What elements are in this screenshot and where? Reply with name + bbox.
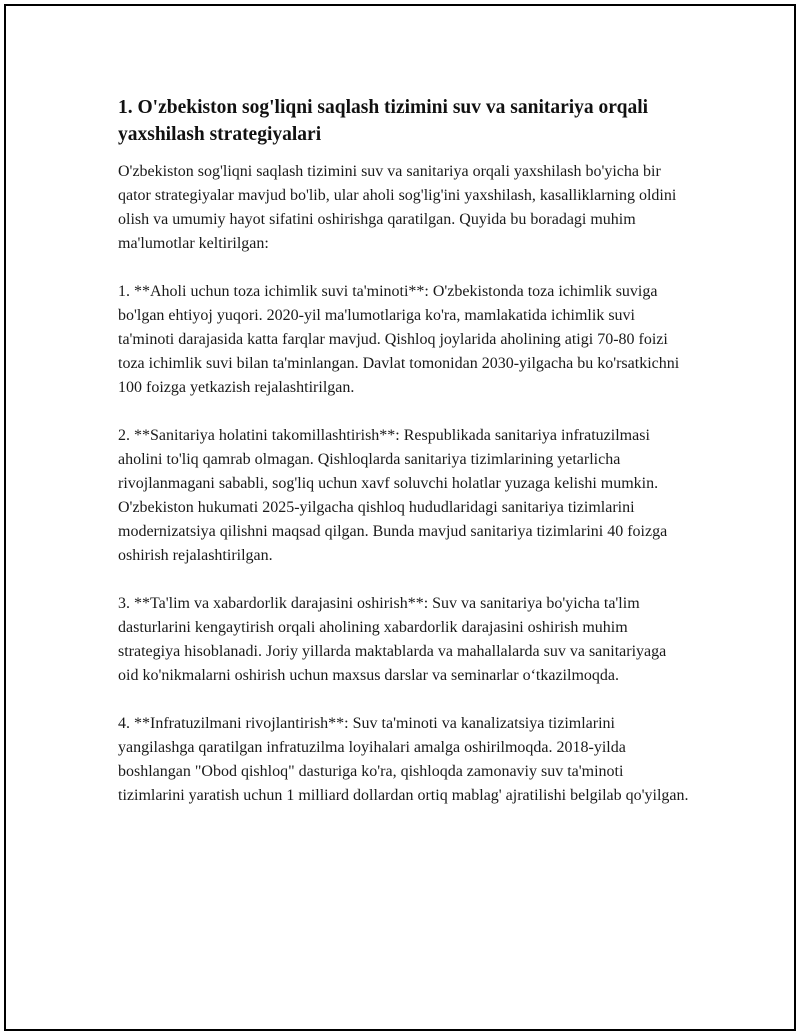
list-item-4: 4. **Infratuzilmani rivojlantirish**: Suv ta'minoti va kanalizatsiya tizimlarini yangilashga qaratilgan infratuzilma loyihalari amalga oshirilmoqda. 2018-yilda boshlangan "Obod qishloq" dasturiga ko'ra, qishloqda zamonaviy suv ta'minoti tizimlarini yaratish uchun 1 milliard dollardan ortiq mablag' ajratilishi belgilab qo'yilgan. bbox=[118, 715, 689, 804]
list-item-2: 2. **Sanitariya holatini takomillashtirish**: Respublikada sanitariya infratuzilmasi aholini to'liq qamrab olmagan. Qishloqlarda sanitariya tizimlarining yetarlicha rivojlanmagani sababli, sog'liq uchun xavf soluvchi holatlar yuzaga kelishi mumkin. O'zbekiston hukumati 2025-yilgacha qishloq hududlaridagi sanitariya tizimlarini modernizatsiya qilishni maqsad qilgan. Bunda mavjud sanitariya tizimlarini 40 foizga oshirish rejalashtirilgan. bbox=[118, 427, 668, 564]
list-item-1: 1. **Aholi uchun toza ichimlik suvi ta'minoti**: O'zbekistonda toza ichimlik suviga bo'lgan ehtiyoj yuqori. 2020-yil ma'lumotlariga ko'ra, mamlakatida ichimlik suvi ta'minoti darajasida katta farqlar mavjud. Qishloq joylarida aholining atigi 70-80 foizi toza ichimlik suvi bilan ta'minlangan. Davlat tomonidan 2030-yilgacha bu ko'rsatkichni 100 foizga yetkazish rejalashtirilgan. bbox=[118, 283, 680, 396]
document-title: 1. O'zbekiston sog'liqni saqlash tizimini suv va sanitariya orqali yaxshilash strategiyalari bbox=[118, 97, 649, 145]
document-body bbox=[118, 94, 690, 832]
intro-paragraph: O'zbekiston sog'liqni saqlash tizimini suv va sanitariya orqali yaxshilash bo'yicha bir qator strategiyalar mavjud bo'lib, ular aholi sog'lig'ini yaxshilash, kasalliklarning oldini olish va umumiy hayot sifatini oshirishga qaratilgan. Quyida bu boradagi muhim ma'lumotlar keltirilgan: bbox=[118, 163, 677, 252]
list-item-3: 3. **Ta'lim va xabardorlik darajasini oshirish**: Suv va sanitariya bo'yicha ta'lim dasturlarini kengaytirish orqali aholining xabardorlik darajasini oshirish muhim strategiya hisoblanadi. Joriy yillarda maktablarda va mahallalarda suv va sanitariyaga oid ko'nikmalarni oshirish uchun maxsus darslar va seminarlar o‘tkazilmoqda. bbox=[118, 595, 667, 684]
